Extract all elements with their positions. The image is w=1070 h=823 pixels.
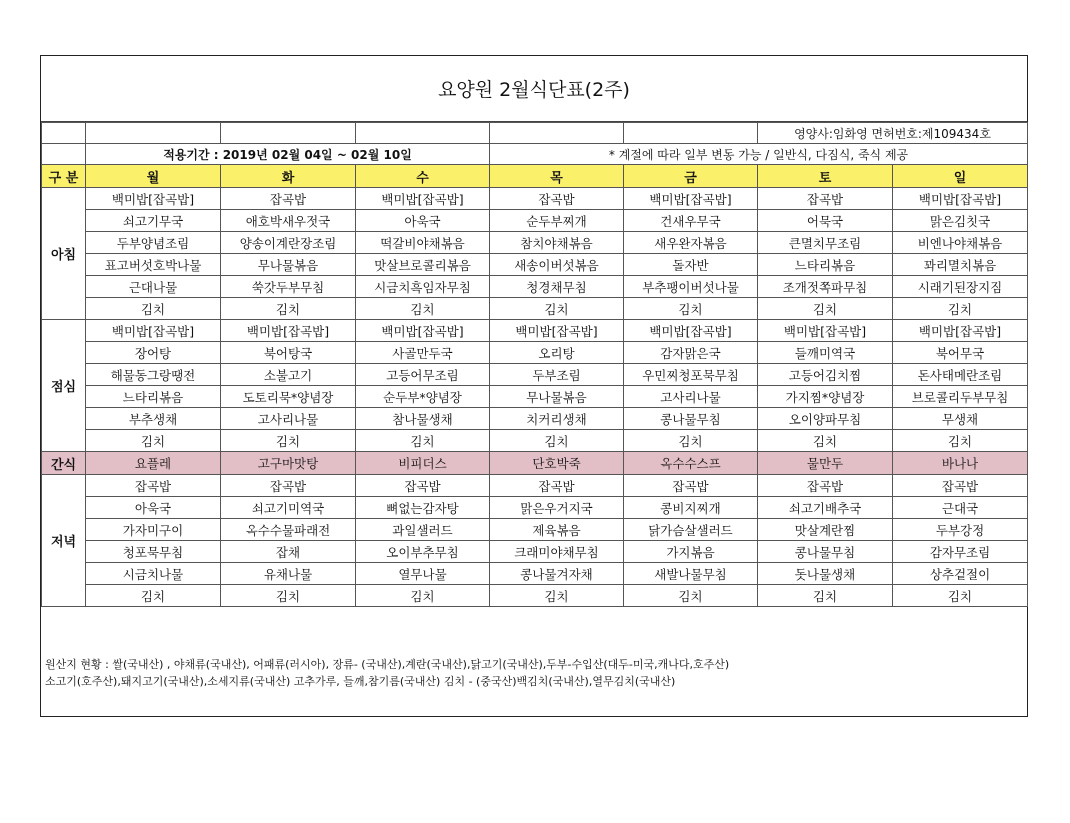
menu-item: 김치 (893, 298, 1028, 320)
menu-item: 아욱국 (356, 210, 490, 232)
menu-item: 건새우무국 (624, 210, 758, 232)
menu-item: 부추생채 (86, 408, 221, 430)
menu-item: 백미밥[잡곡밥] (356, 188, 490, 210)
header-day: 수 (356, 165, 490, 188)
menu-item: 잡채 (221, 541, 356, 563)
menu-item: 김치 (356, 430, 490, 452)
meal-label-breakfast: 아침 (42, 188, 86, 320)
menu-item: 두부조림 (490, 364, 624, 386)
menu-item: 고사리나물 (624, 386, 758, 408)
menu-item: 고등어김치찜 (758, 364, 893, 386)
menu-item: 시금치나물 (86, 563, 221, 585)
menu-item: 표고버섯호박나물 (86, 254, 221, 276)
menu-item: 북어탕국 (221, 342, 356, 364)
snack-item: 요플레 (86, 452, 221, 475)
snack-item: 물만두 (758, 452, 893, 475)
menu-item: 유채나물 (221, 563, 356, 585)
origin-info (45, 656, 1025, 690)
menu-item: 잡곡밥 (490, 188, 624, 210)
menu-item: 잡곡밥 (758, 475, 893, 497)
menu-item: 참치야채볶음 (490, 232, 624, 254)
lunch-row (42, 408, 1028, 430)
menu-item: 콩나물무침 (758, 541, 893, 563)
menu-item: 돌자반 (624, 254, 758, 276)
breakfast-row (42, 298, 1028, 320)
dietitian-info: 영양사:임화영 면허번호:제109434호 (758, 123, 1028, 144)
menu-item: 사골만두국 (356, 342, 490, 364)
menu-item: 콩비지찌개 (624, 497, 758, 519)
snack-item: 비피더스 (356, 452, 490, 475)
menu-item: 돈사태메란조림 (893, 364, 1028, 386)
menu-item: 꽈리멸치볶음 (893, 254, 1028, 276)
menu-item: 새발나물무침 (624, 563, 758, 585)
menu-item: 김치 (893, 430, 1028, 452)
menu-item: 조개젓쪽파무침 (758, 276, 893, 298)
menu-item: 근대국 (893, 497, 1028, 519)
meal-label-dinner: 저녁 (42, 475, 86, 607)
header-category: 구 분 (42, 165, 86, 188)
menu-item: 잡곡밥 (221, 475, 356, 497)
meal-label-snack: 간식 (42, 452, 86, 475)
menu-item: 상추겉절이 (893, 563, 1028, 585)
menu-item: 우민찌청포묵무침 (624, 364, 758, 386)
snack-item: 옥수수스프 (624, 452, 758, 475)
menu-item: 애호박새우젓국 (221, 210, 356, 232)
menu-item: 맛살브로콜리볶음 (356, 254, 490, 276)
menu-item: 김치 (893, 585, 1028, 607)
snack-item: 바나나 (893, 452, 1028, 475)
menu-item: 새우완자볶음 (624, 232, 758, 254)
menu-item: 김치 (86, 585, 221, 607)
menu-item: 잡곡밥 (758, 188, 893, 210)
menu-item: 백미밥[잡곡밥] (624, 188, 758, 210)
menu-item: 고사리나물 (221, 408, 356, 430)
menu-item: 김치 (624, 585, 758, 607)
header-day: 월 (86, 165, 221, 188)
menu-item: 김치 (624, 298, 758, 320)
menu-item: 고등어무조림 (356, 364, 490, 386)
menu-note: * 계절에 따라 일부 변동 가능 / 일반식, 다짐식, 죽식 제공 (490, 144, 1028, 165)
menu-item: 김치 (356, 585, 490, 607)
menu-item: 소불고기 (221, 364, 356, 386)
menu-item: 감자무조림 (893, 541, 1028, 563)
lunch-row (42, 386, 1028, 408)
menu-item: 김치 (758, 585, 893, 607)
menu-item: 잡곡밥 (893, 475, 1028, 497)
menu-item: 무나물볶음 (490, 386, 624, 408)
menu-item: 잡곡밥 (86, 475, 221, 497)
dinner-row (42, 541, 1028, 563)
menu-item: 김치 (624, 430, 758, 452)
breakfast-row (42, 254, 1028, 276)
snack-item: 고구마맛탕 (221, 452, 356, 475)
menu-item: 맑은우거지국 (490, 497, 624, 519)
header-day: 금 (624, 165, 758, 188)
menu-item: 청포묵무침 (86, 541, 221, 563)
meal-label-lunch: 점심 (42, 320, 86, 452)
breakfast-row (42, 210, 1028, 232)
dinner-row (42, 475, 1028, 497)
menu-item: 김치 (86, 430, 221, 452)
menu-item: 쇠고기미역국 (221, 497, 356, 519)
menu-item: 해물동그랑땡전 (86, 364, 221, 386)
menu-item: 크래미야채무침 (490, 541, 624, 563)
menu-item: 잡곡밥 (356, 475, 490, 497)
menu-item: 김치 (356, 298, 490, 320)
menu-item: 북어무국 (893, 342, 1028, 364)
menu-item: 참나물생채 (356, 408, 490, 430)
menu-item: 백미밥[잡곡밥] (86, 320, 221, 342)
header-row (42, 165, 1028, 188)
menu-document (40, 55, 1028, 717)
header-day: 일 (893, 165, 1028, 188)
menu-item: 제육볶음 (490, 519, 624, 541)
menu-item: 부추팽이버섯나물 (624, 276, 758, 298)
menu-item: 열무나물 (356, 563, 490, 585)
menu-item: 무나물볶음 (221, 254, 356, 276)
menu-item: 맑은김칫국 (893, 210, 1028, 232)
menu-item: 시래기된장지짐 (893, 276, 1028, 298)
menu-item: 쇠고기배추국 (758, 497, 893, 519)
origin-line: 소고기(호주산),돼지고기(국내산),소세지류(국내산) 고추가루, 들깨,참기름(국내산) 김치 - (중국산)백김치(국내산),열무김치(국내산) (45, 675, 676, 688)
menu-item: 김치 (758, 298, 893, 320)
menu-table (41, 122, 1028, 607)
menu-item: 김치 (221, 585, 356, 607)
menu-item: 느타리볶음 (86, 386, 221, 408)
menu-item: 쑥갓두부무침 (221, 276, 356, 298)
menu-item: 아욱국 (86, 497, 221, 519)
menu-item: 뼈없는감자탕 (356, 497, 490, 519)
menu-item: 순두부찌개 (490, 210, 624, 232)
dinner-row (42, 497, 1028, 519)
header-day: 토 (758, 165, 893, 188)
menu-item: 오이부추무침 (356, 541, 490, 563)
lunch-row (42, 320, 1028, 342)
menu-item: 청경채무침 (490, 276, 624, 298)
dinner-row (42, 563, 1028, 585)
menu-item: 백미밥[잡곡밥] (624, 320, 758, 342)
menu-item: 옥수수물파래전 (221, 519, 356, 541)
menu-item: 닭가슴살샐러드 (624, 519, 758, 541)
menu-item: 백미밥[잡곡밥] (86, 188, 221, 210)
blank-row (42, 123, 1028, 144)
menu-item: 근대나물 (86, 276, 221, 298)
menu-item: 두부강정 (893, 519, 1028, 541)
breakfast-row (42, 232, 1028, 254)
menu-item: 김치 (490, 430, 624, 452)
menu-item: 김치 (758, 430, 893, 452)
menu-item: 감자맑은국 (624, 342, 758, 364)
menu-item: 느타리볶음 (758, 254, 893, 276)
menu-item: 오이양파무침 (758, 408, 893, 430)
menu-item: 들깨미역국 (758, 342, 893, 364)
menu-item: 순두부*양념장 (356, 386, 490, 408)
menu-item: 콩나물겨자채 (490, 563, 624, 585)
menu-item: 과일샐러드 (356, 519, 490, 541)
menu-item: 장어탕 (86, 342, 221, 364)
menu-item: 가지볶음 (624, 541, 758, 563)
menu-item: 떡갈비야채볶음 (356, 232, 490, 254)
lunch-row (42, 364, 1028, 386)
snack-item: 단호박죽 (490, 452, 624, 475)
info-row (42, 144, 1028, 165)
menu-item: 김치 (221, 430, 356, 452)
menu-item: 시금치흑임자무침 (356, 276, 490, 298)
document-title: 요양원 2월식단표(2주) (41, 56, 1027, 122)
menu-item: 잡곡밥 (221, 188, 356, 210)
snack-row (42, 452, 1028, 475)
menu-item: 돗나물생채 (758, 563, 893, 585)
menu-item: 백미밥[잡곡밥] (893, 188, 1028, 210)
application-period: 적용기간 : 2019년 02월 04일 ~ 02월 10일 (86, 144, 490, 165)
menu-item: 맛살계란찜 (758, 519, 893, 541)
menu-item: 잡곡밥 (624, 475, 758, 497)
menu-item: 김치 (221, 298, 356, 320)
menu-item: 김치 (490, 298, 624, 320)
menu-item: 비엔나야채볶음 (893, 232, 1028, 254)
menu-item: 새송이버섯볶음 (490, 254, 624, 276)
breakfast-row (42, 276, 1028, 298)
menu-item: 김치 (86, 298, 221, 320)
menu-item: 백미밥[잡곡밥] (356, 320, 490, 342)
menu-item: 치커리생채 (490, 408, 624, 430)
dinner-row (42, 585, 1028, 607)
header-day: 목 (490, 165, 624, 188)
header-day: 화 (221, 165, 356, 188)
menu-item: 쇠고기무국 (86, 210, 221, 232)
breakfast-row (42, 188, 1028, 210)
menu-item: 도토리묵*양념장 (221, 386, 356, 408)
menu-item: 가지찜*양념장 (758, 386, 893, 408)
lunch-row (42, 342, 1028, 364)
menu-item: 두부양념조림 (86, 232, 221, 254)
menu-item: 양송이계란장조림 (221, 232, 356, 254)
dinner-row (42, 519, 1028, 541)
menu-item: 가자미구이 (86, 519, 221, 541)
menu-item: 백미밥[잡곡밥] (893, 320, 1028, 342)
origin-line: 원산지 현황 : 쌀(국내산) , 야채류(국내산), 어패류(러시아), 장류- (국내산),계란(국내산),닭고기(국내산),두부-수입산(대두-미국,캐나다,호주산) (45, 658, 730, 671)
menu-item: 백미밥[잡곡밥] (758, 320, 893, 342)
menu-item: 김치 (490, 585, 624, 607)
menu-item: 브로콜리두부무침 (893, 386, 1028, 408)
lunch-row (42, 430, 1028, 452)
menu-item: 무생채 (893, 408, 1028, 430)
menu-item: 백미밥[잡곡밥] (490, 320, 624, 342)
menu-item: 어묵국 (758, 210, 893, 232)
menu-item: 백미밥[잡곡밥] (221, 320, 356, 342)
menu-item: 콩나물무침 (624, 408, 758, 430)
menu-item: 큰멸치무조림 (758, 232, 893, 254)
menu-item: 잡곡밥 (490, 475, 624, 497)
menu-item: 오리탕 (490, 342, 624, 364)
